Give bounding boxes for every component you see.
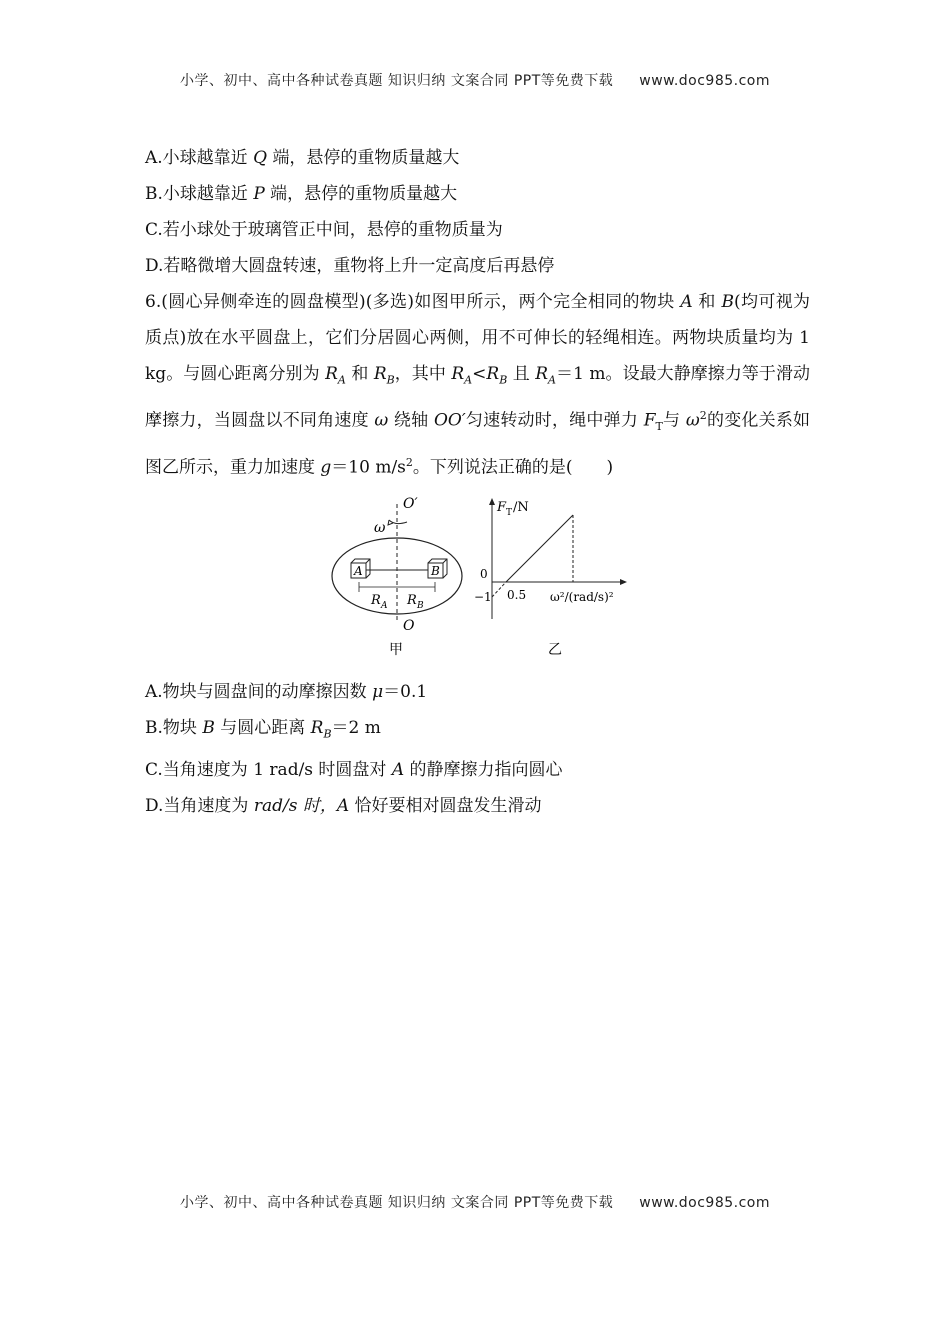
caption-left: 甲 (389, 642, 403, 659)
multi-select-tag: (多选) (365, 292, 414, 312)
y-label-sub: T (506, 508, 513, 519)
sup: 2 (405, 456, 413, 470)
q6-option-a (145, 674, 810, 710)
q5-option-d: D.若略微增大圆盘转速，重物将上升一定高度后再悬停 (145, 256, 555, 276)
q6-figure (145, 494, 810, 662)
text: 与 (662, 411, 681, 432)
figure-svg (145, 494, 810, 662)
text: 如图甲所示，两个完全相同的物块 (414, 292, 675, 312)
text: 绕轴 (393, 411, 429, 432)
x-arrowhead-icon (620, 579, 627, 585)
label-o-top: O′ (403, 496, 418, 513)
sub: B (323, 727, 332, 741)
block-b-label: B (431, 564, 440, 579)
text: 且 (512, 364, 530, 384)
caption-right: 乙 (548, 642, 562, 659)
data-line (506, 515, 573, 582)
text: ＝2 m (331, 718, 381, 739)
text: ＝10 m/s (331, 458, 406, 479)
var: A (336, 796, 350, 817)
sub: A (337, 373, 346, 387)
var: R (325, 364, 338, 384)
x-label: ω²/(rad/s)² (550, 590, 614, 605)
q6-stem (145, 284, 810, 486)
var: R (535, 364, 549, 384)
text: 的静摩擦力指向圆心 (409, 760, 563, 781)
text: B.小球越靠近 (145, 184, 248, 204)
text: < (472, 364, 487, 384)
var: μ (372, 682, 384, 703)
label-omega: ω (374, 520, 386, 537)
var: A (391, 760, 405, 781)
var: A (680, 292, 693, 312)
q5-option-a (145, 140, 810, 176)
label-o-bottom: O (403, 618, 415, 635)
var: R (373, 364, 387, 384)
figure-left (332, 496, 462, 658)
label-rb: R (407, 593, 417, 609)
q6-option-c (145, 752, 810, 788)
text: 的变化关系如图乙所示，重力加速度 (145, 411, 811, 479)
var: g (320, 458, 332, 479)
var: B (202, 718, 215, 739)
text: D.当角速度为 (145, 796, 254, 817)
var: ω (685, 411, 700, 432)
text: B.物块 (145, 718, 197, 739)
var: OO′ (433, 411, 466, 432)
text: rad/s 时， (253, 796, 337, 817)
text: A.物块与圆盘间的动摩擦因数 (145, 682, 367, 703)
sub: B (386, 373, 395, 387)
y-arrowhead-icon (489, 498, 495, 505)
text: A.小球越靠近 (145, 148, 248, 168)
page-header (0, 70, 950, 90)
var: B (721, 292, 735, 312)
var: R (310, 718, 324, 739)
origin-label: 0 (480, 567, 488, 582)
text: (均可视为质点)放在水平圆盘上，它们分居圆心两侧，用不可伸长的轻绳相连。两物块质量均为 1 kg。与圆心距离分别为 (145, 292, 811, 384)
label-rb-sub: B (417, 601, 424, 612)
sup: 2 (699, 409, 707, 423)
label-ra-sub: A (381, 601, 388, 612)
var: R (486, 364, 500, 384)
text: ＝0.1 (383, 682, 428, 703)
header-site[interactable]: www.doc985.com (639, 73, 771, 89)
block-a-label: A (354, 564, 363, 579)
page-footer (0, 1192, 950, 1212)
var: Q (253, 148, 268, 168)
q6-option-b (145, 710, 810, 752)
sub: B (499, 373, 508, 387)
x-tick-label: 0.5 (507, 588, 527, 603)
y-label: F (497, 500, 507, 516)
var: P (253, 184, 265, 204)
figure-right (474, 498, 627, 658)
text: ，其中 (394, 364, 446, 384)
footer-text: 小学、初中、高中各种试卷真题 知识归纳 文案合同 PPT等免费下载 (179, 1195, 614, 1211)
sub: T (655, 420, 663, 434)
sub: A (548, 373, 556, 387)
neg1-label: −1 (474, 590, 492, 605)
sub: A (464, 373, 473, 387)
text: 。下列说法正确的是( ) (412, 458, 614, 479)
header-text: 小学、初中、高中各种试卷真题 知识归纳 文案合同 PPT等免费下载 (179, 73, 614, 89)
text: 端，悬停的重物质量越大 (270, 184, 458, 204)
label-ra: R (371, 593, 381, 609)
q6-option-d (145, 788, 810, 824)
y-unit: /N (513, 500, 529, 516)
text: 和 (698, 292, 716, 312)
q5-option-c: C.若小球处于玻璃管正中间，悬停的重物质量为 (145, 220, 503, 240)
text: 与圆心距离 (220, 718, 306, 739)
var: R (451, 364, 465, 384)
text: 匀速转动时，绳中弹力 (465, 411, 639, 432)
var: F (643, 411, 656, 432)
question-number: 6. (145, 292, 162, 312)
var: ω (374, 411, 389, 432)
line-extension (492, 582, 506, 597)
q5-option-b (145, 176, 810, 212)
text: C.当角速度为 1 rad/s 时圆盘对 (145, 760, 387, 781)
footer-site[interactable]: www.doc985.com (639, 1195, 771, 1211)
text: 和 (351, 364, 369, 384)
text: ＝1 m。设最大静摩擦力等于滑动摩擦力，当圆盘以不同角速度 (145, 364, 811, 432)
question-tag: (圆心异侧牵连的圆盘模型) (161, 292, 366, 312)
text: 端，悬停的重物质量越大 (272, 148, 460, 168)
text: 恰好要相对圆盘发生滑动 (354, 796, 542, 817)
content (145, 140, 810, 824)
